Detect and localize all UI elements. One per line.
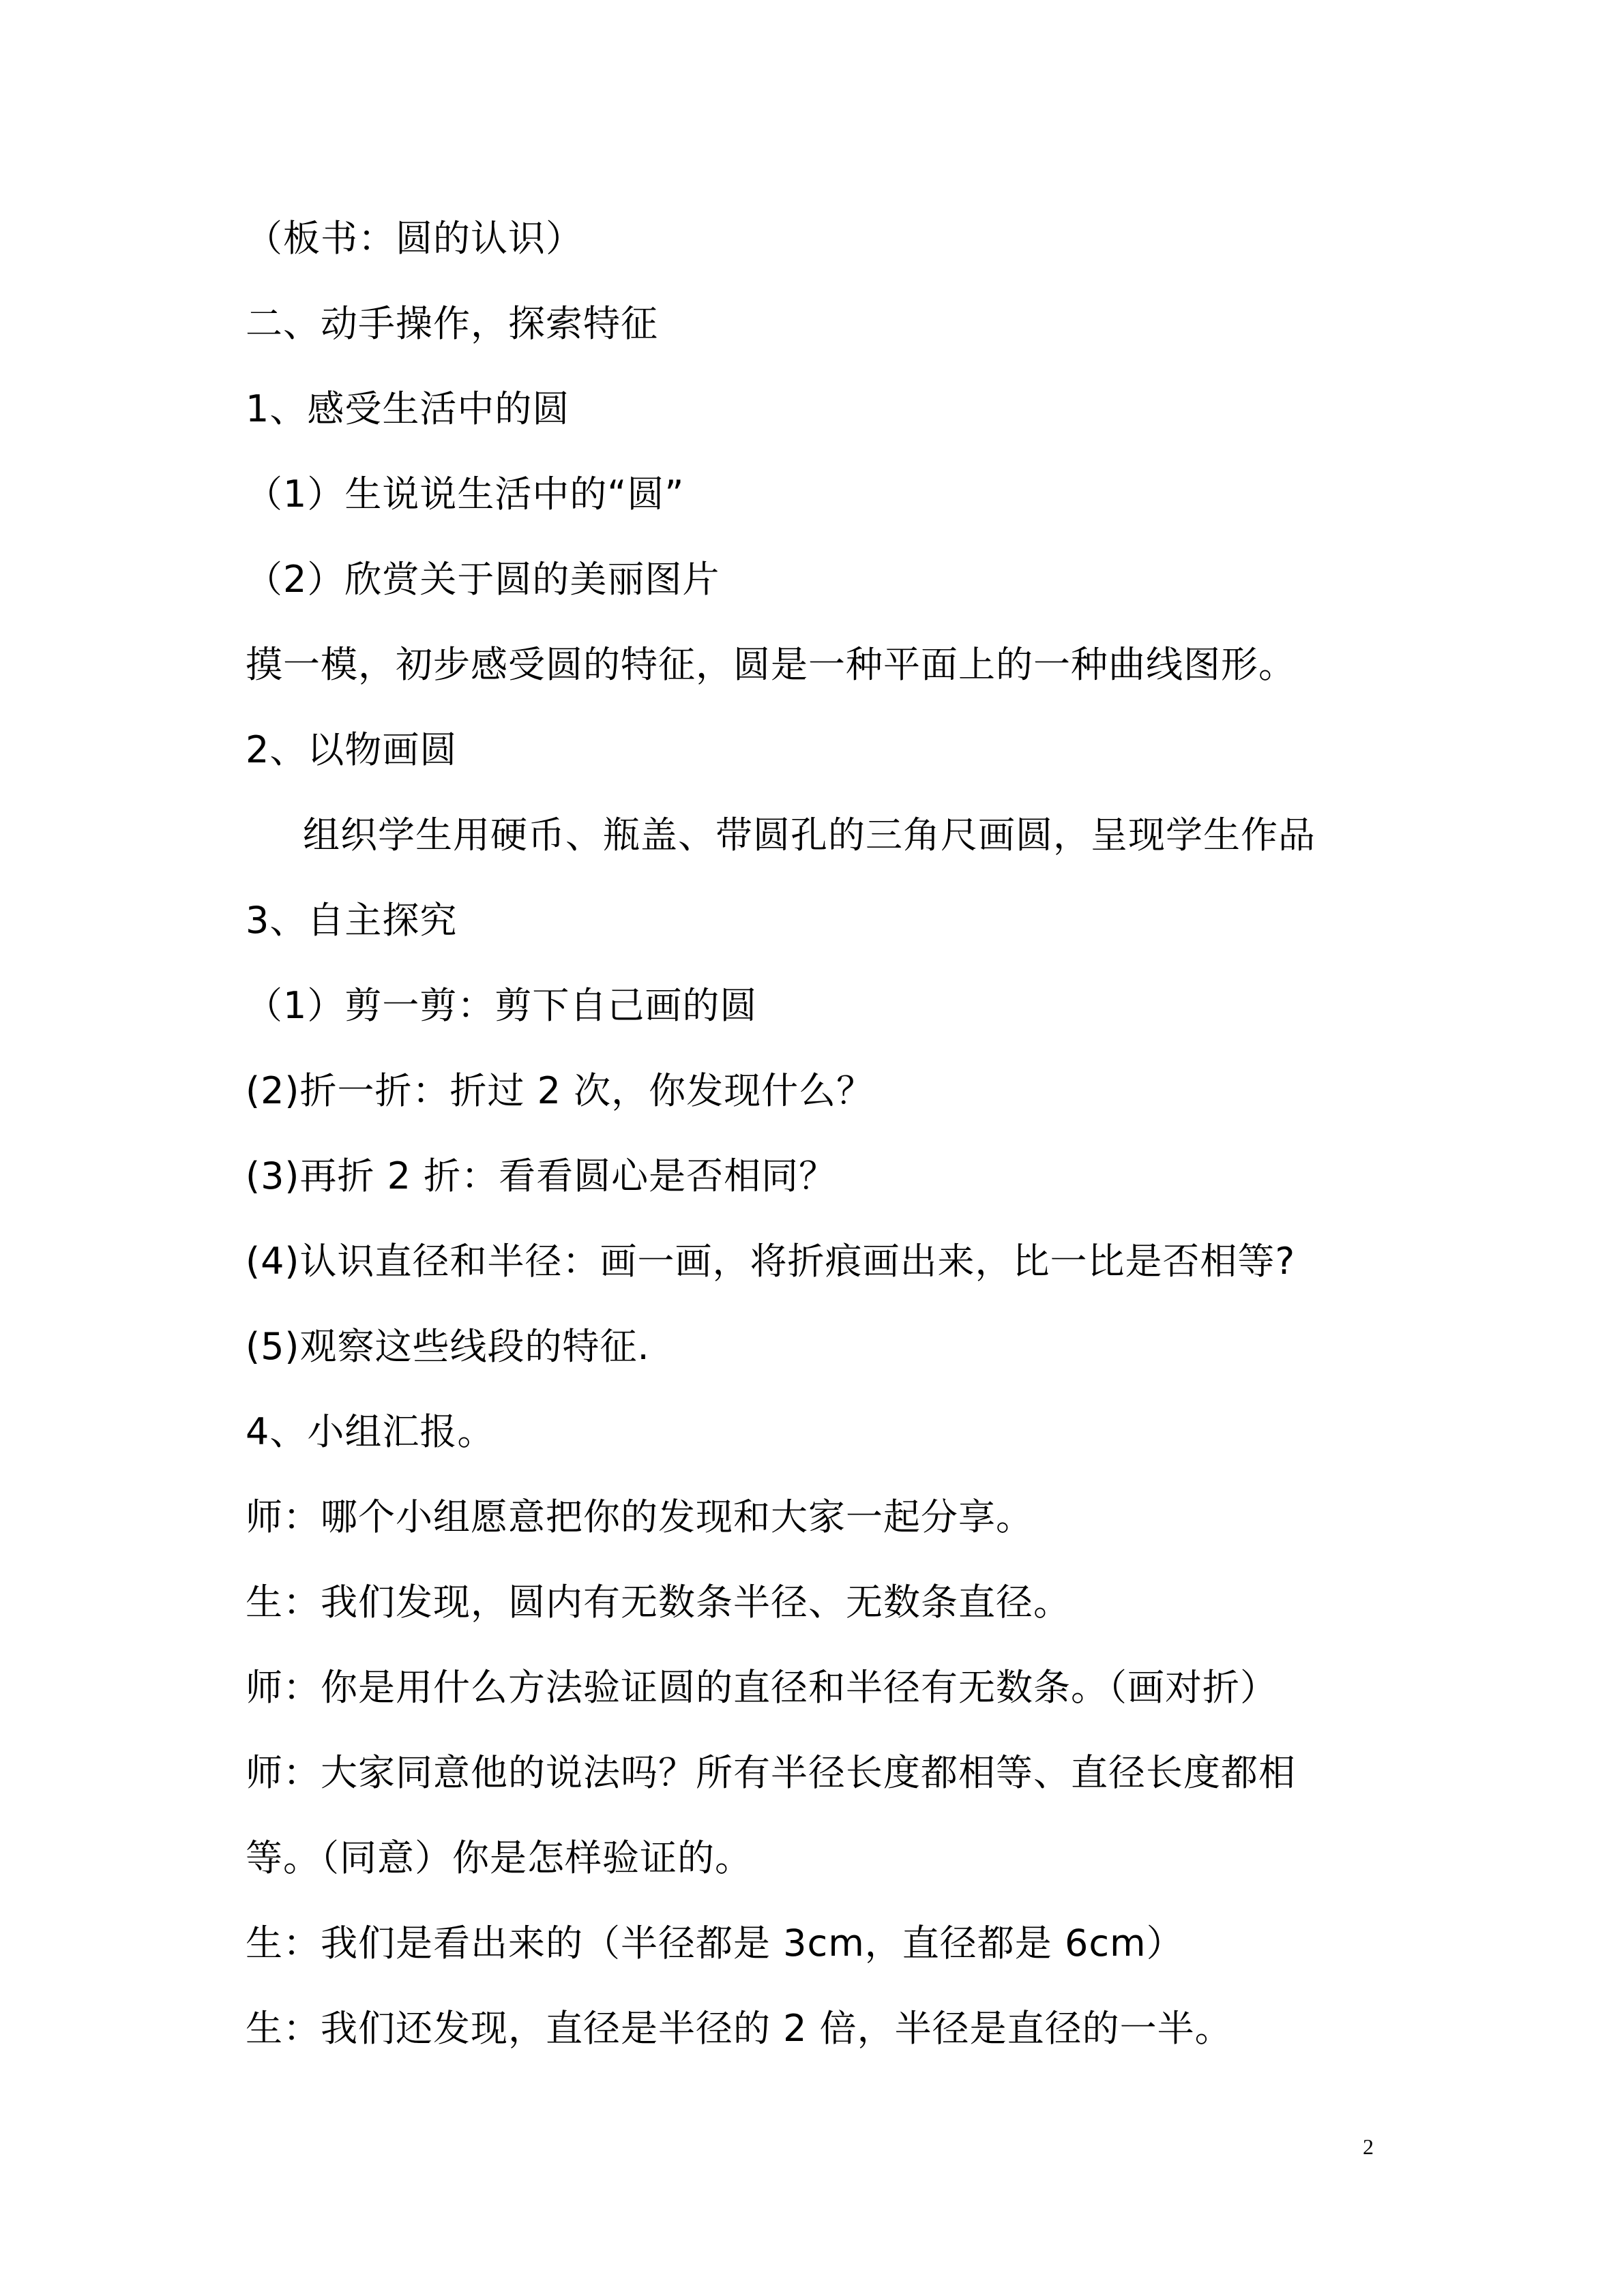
text-line: (2)折一折：折过 2 次，你发现什么？	[246, 1069, 874, 1112]
text-line: (5)观察这些线段的特征.	[246, 1325, 650, 1368]
subsection-heading: 3、自主探究	[246, 899, 458, 942]
text-line: （1）生说说生活中的“圆”	[246, 473, 685, 516]
text-line: （1）剪一剪：剪下自己画的圆	[246, 984, 758, 1027]
dialogue-line: 生：我们是看出来的（半径都是 3cm，直径都是 6cm）	[246, 1922, 1184, 1965]
text-line: （板书：圆的认识）	[246, 217, 583, 260]
dialogue-line: 师：大家同意他的说法吗？所有半径长度都相等、直径长度都相	[246, 1751, 1296, 1794]
section-heading: 二、动手操作，探索特征	[246, 302, 658, 345]
dialogue-line: 师：你是用什么方法验证圆的直径和半径有无数条。（画对折）	[246, 1666, 1278, 1709]
dialogue-line: 生：我们还发现，直径是半径的 2 倍，半径是直径的一半。	[246, 2007, 1232, 2050]
subsection-heading: 2、以物画圆	[246, 728, 458, 771]
subsection-heading: 1、感受生活中的圆	[246, 387, 570, 430]
text-line: (3)再折 2 折：看看圆心是否相同？	[246, 1154, 837, 1197]
text-line: (4)认识直径和半径：画一画，将折痕画出来，比一比是否相等?	[246, 1240, 1296, 1283]
page-number: 2	[1363, 2134, 1374, 2159]
text-line: 摸一模，初步感受圆的特征，圆是一种平面上的一种曲线图形。	[246, 643, 1296, 686]
dialogue-line: 等。（同意）你是怎样验证的。	[246, 1836, 752, 1879]
dialogue-line: 生：我们发现，圆内有无数条半径、无数条直径。	[246, 1581, 1071, 1624]
text-line: （2）欣赏关于圆的美丽图片	[246, 558, 720, 601]
dialogue-line: 师：哪个小组愿意把你的发现和大家一起分享。	[246, 1495, 1033, 1538]
text-line: 组织学生用硬币、瓶盖、带圆孔的三角尺画圆，呈现学生作品	[303, 814, 1316, 856]
subsection-heading: 4、小组汇报。	[246, 1410, 495, 1453]
